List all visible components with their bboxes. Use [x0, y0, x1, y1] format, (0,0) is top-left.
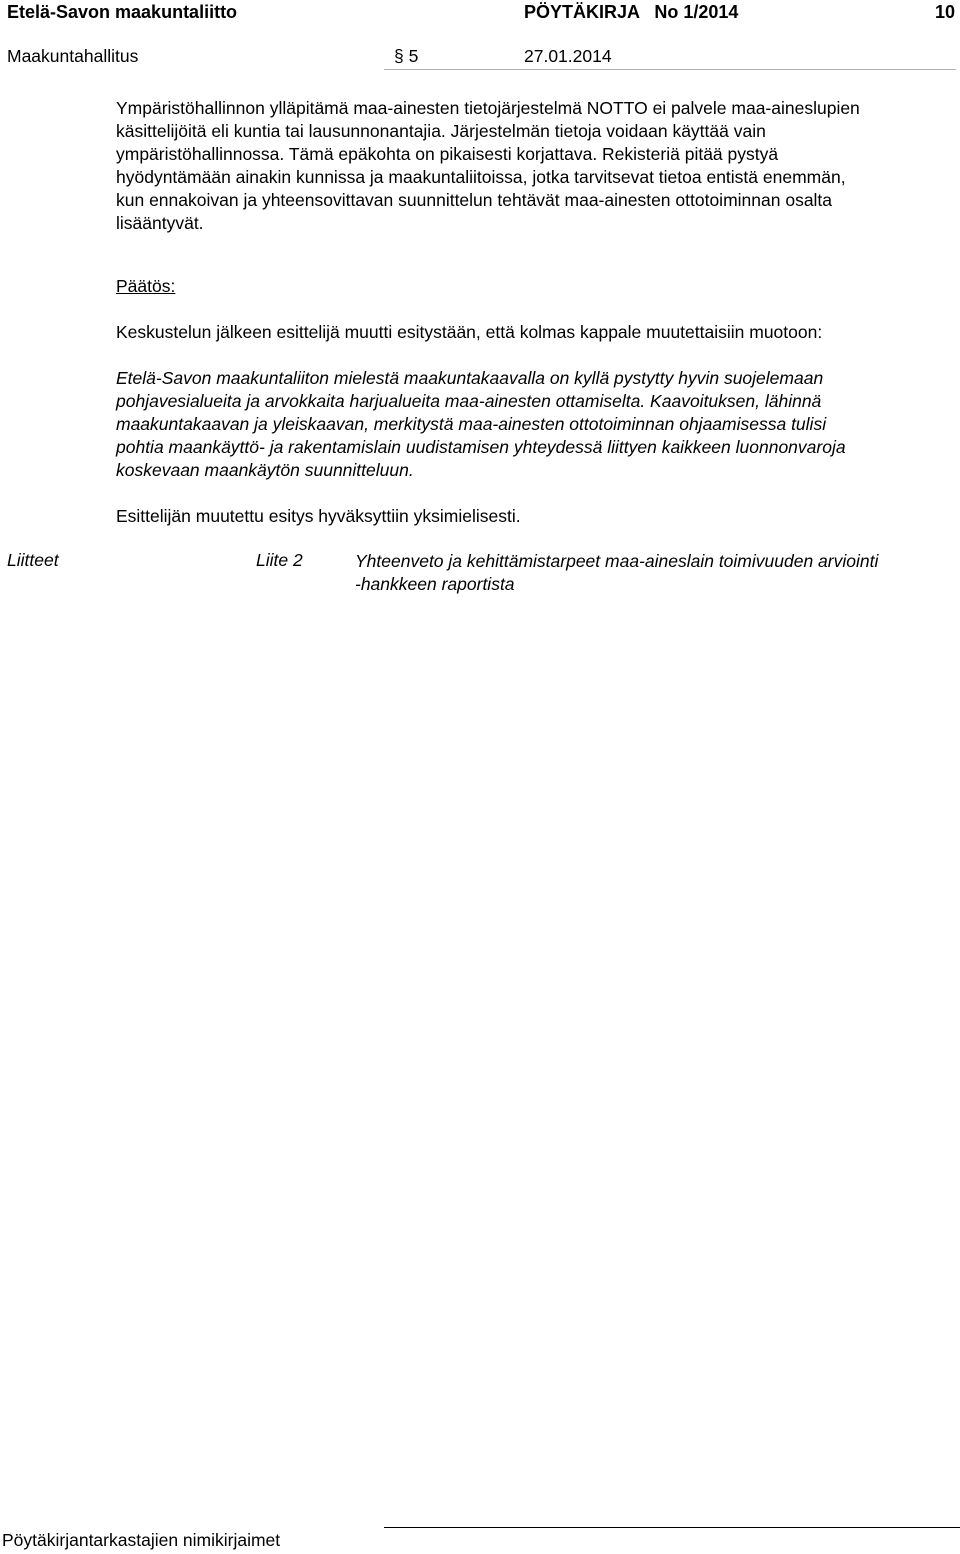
attachment-description: [355, 550, 878, 596]
header-date: 27.01.2014: [524, 46, 612, 66]
attachment-description-line: Yhteenveto ja kehittämistarpeet maa-aineslain toimivuuden arviointi: [355, 551, 879, 571]
decision-section: [116, 275, 946, 298]
paragraph-line: lisääntyvät.: [116, 213, 204, 233]
header-page-number: 10: [935, 2, 956, 22]
header-document-title: PÖYTÄKIRJA No 1/2014: [524, 2, 739, 22]
amended-line: pohtia maankäyttö- ja rakentamislain uudistamisen yhteydessä liittyen kaikkeen luonnonvaroja: [116, 437, 846, 457]
amended-line: Etelä-Savon maakuntaliiton mielestä maakuntakaavalla on kyllä pystytty hyvin suojelemaan: [116, 368, 824, 388]
amended-line: maakuntakaavan ja yleiskaavan, merkitystä maa-ainesten ottotoiminnan ohjaamisessa tulisi: [116, 414, 827, 434]
paragraph-line: ympäristöhallinnossa. Tämä epäkohta on pikaisesti korjattava. Rekisteriä pitää pystyä: [116, 144, 779, 164]
footer-initials-label: Pöytäkirjantarkastajien nimikirjaimet: [2, 1530, 281, 1550]
amended-paragraph: [116, 367, 946, 482]
paragraph-notto: [116, 97, 946, 235]
header-section-number: § 5: [394, 46, 419, 66]
header-divider: [384, 69, 956, 70]
decision-intro: Keskustelun jälkeen esittelijä muutti esitystään, että kolmas kappale muutettaisiin muotoon:: [116, 322, 823, 342]
amended-line: pohjavesialueita ja arvokkaita harjualueita maa-ainesten ottamiselta. Kaavoituksen, lähinnä: [116, 391, 822, 411]
attachments-label: Liitteet: [7, 550, 59, 570]
footer-divider: [384, 1527, 960, 1528]
header-organization: Etelä-Savon maakuntaliitto: [7, 2, 238, 22]
decision-result-block: [116, 505, 946, 528]
attachment-description-line: -hankkeen raportista: [355, 574, 515, 594]
decision-result: Esittelijän muutettu esitys hyväksyttiin yksimielisesti.: [116, 506, 521, 526]
amended-line: koskevaan maankäytön suunnitteluun.: [116, 460, 414, 480]
paragraph-line: kun ennakoivan ja yhteensovittavan suunnittelun tehtävät maa-ainesten ottotoiminnan osalta: [116, 190, 833, 210]
paragraph-line: käsittelijöitä eli kuntia tai lausunnonantajia. Järjestelmän tietoja voidaan käyttää vain: [116, 121, 766, 141]
paragraph-line: hyödyntämään ainakin kunnissa ja maakuntaliitoissa, jotka tarvitsevat tietoa entistä enemmän,: [116, 167, 846, 187]
decision-label: Päätös:: [116, 276, 176, 296]
decision-intro-block: [116, 321, 946, 344]
paragraph-line: Ympäristöhallinnon ylläpitämä maa-ainesten tietojärjestelmä NOTTO ei palvele maa-aineslupien: [116, 98, 860, 118]
attachment-number: Liite 2: [256, 550, 303, 570]
header-body-name: Maakuntahallitus: [7, 46, 139, 66]
